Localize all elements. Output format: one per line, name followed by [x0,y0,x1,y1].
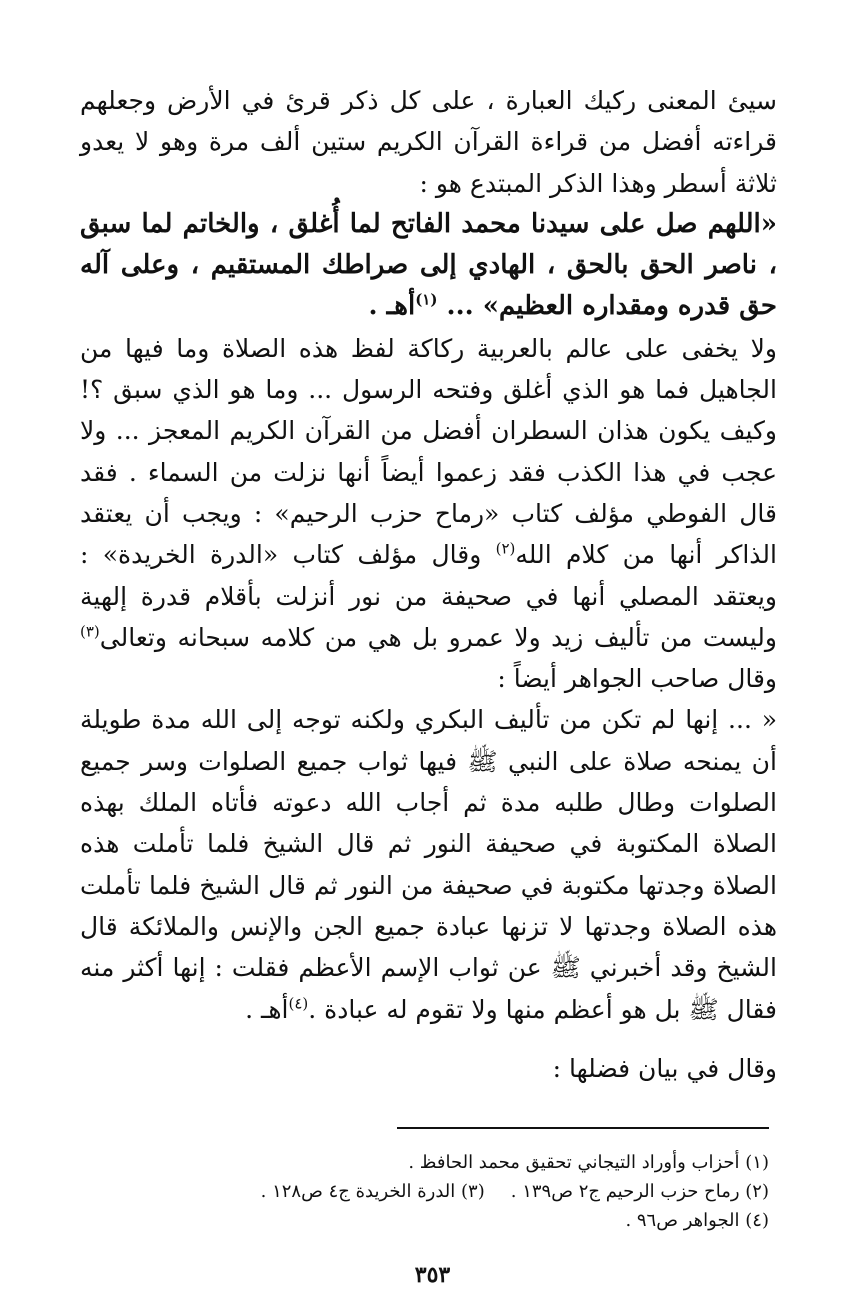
paragraph-jawahir-quote [80,699,777,1029]
paragraph-intro [80,80,777,204]
footnote-ref-3[interactable]: (٣) [80,622,100,641]
paragraph-critique [80,328,777,700]
page-number: ٣٥٣ [414,1262,451,1288]
quoted-prayer-text: «اللهم صل على سيدنا محمد الفاتح لما أُغلق ، والخاتم لما سبق ، ناصر الحق بالحق ، الهادي إلى صراطك المستقيم ، وعلى آله حق قدره ومقداره العظيم» ... [80,208,777,322]
footnote-3: (٣) الدرة الخريدة ج٤ ص١٢٨ . [260,1181,485,1202]
footnote-4: (٤) الجواهر ص٩٦ . [625,1210,769,1231]
footnote-1: (١) أحزاب وأوراد التيجاني تحقيق محمد الحافظ . [408,1152,769,1173]
footnote-ref-4[interactable]: (٤) [288,994,309,1013]
footnote-ref-2[interactable]: (٢) [495,539,516,558]
footnote-ref-1[interactable]: (١) [415,290,438,309]
paragraph-critique-tail: وقال صاحب الجواهر أيضاً : [497,664,777,694]
quoted-prayer [80,204,777,328]
paragraph-critique-middle: وقال مؤلف كتاب «الدرة الخريدة» : ويعتقد المصلي أنها في صحيفة من نور أنزلت بأقلام قدرة إلهية وليست من تأليف زيد ولا عمرو بل هي من كلامه سبحانه وتعالى [80,540,777,652]
paragraph-critique-text: ولا يخفى على عالم بالعربية ركاكة لفظ هذه الصلاة وما فيها من الجاهيل فما هو الذي أغلق وفتحه الرسول ... وما هو الذي سبق ؟! وكيف يكون هذان السطران أفضل من القرآن الكريم المعجز ... ولا عجب في هذا الكذب فقد زعموا أيضاً أنها نزلت من السماء . فقد قال الفوطي مؤلف كتاب «رماح حزب الرحيم» : ويجب أن يعتقد الذاكر أنها من كلام الله [80,333,777,570]
paragraph-intro-text: سيئ المعنى ركيك العبارة ، على كل ذكر قرئ في الأرض وجعلهم قراءته أفضل من قراءة القرآن الكريم ستين ألف مرة وهو لا يعدو ثلاثة أسطر وهذا الذكر المبتدع هو : [80,86,777,198]
footnote-2: (٢) رماح حزب الرحيم ج٢ ص١٣٩ . [510,1181,769,1202]
footnote-row-2-3 [89,1177,769,1206]
paragraph-jawahir-quote-tail: أهـ . [245,994,289,1024]
paragraph-closing [80,1048,777,1089]
quoted-prayer-tail: أهـ . [368,291,416,322]
footnote-divider [397,1127,769,1129]
footnotes [89,1148,769,1235]
paragraph-jawahir-quote-text: « ... إنها لم تكن من تأليف البكري ولكنه توجه إلى الله مدة طويلة أن يمنحه صلاة على النبي ﷺ فيها ثواب جميع الصلوات وسر جميع الصلوات وطال طلبه مدة ثم أجاب الله دعوته فأتاه الملك بهذه الصلاة المكتوبة في صحيفة النور ثم قال الشيخ فلما تأملت هذه الصلاة وجدتها مكتوبة في صحيفة من النور ثم قال الشيخ فلما تأملت هذه الصلاة وجدتها لا تزنها عبادة جميع الجن والإنس والملائكة قال الشيخ وقد أخبرني ﷺ عن ثواب الإسم الأعظم فقلت : إنها أكثر منه فقال ﷺ بل هو أعظم منها ولا تقوم له عبادة . [80,705,778,1024]
paragraph-closing-text: وقال في بيان فضلها : [552,1053,777,1083]
